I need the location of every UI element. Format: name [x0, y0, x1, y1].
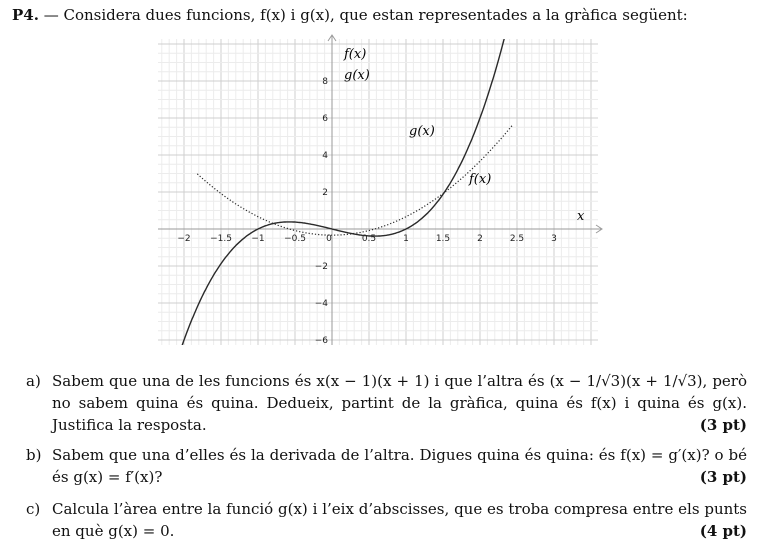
y-tick-label: 6 [322, 114, 328, 124]
y-tick-label: 8 [322, 77, 328, 87]
x-tick-label: 3 [551, 234, 557, 244]
curve-label-g: g(x) [409, 124, 435, 139]
question-b-body: Sabem que una d’elles és la derivada de l’altra. Digues quina és quina: és f(x) = g′(x)? o bé és g(x) = f′(x)? [52, 446, 747, 486]
question-a-points: (3 pt) [699, 416, 747, 434]
x-tick-label: 2 [477, 234, 483, 244]
legend-entry-f: f(x) [344, 47, 367, 62]
y-tick-label: −6 [314, 336, 328, 346]
y-tick-label: −4 [314, 299, 328, 309]
x-tick-label: −1.5 [210, 234, 232, 244]
question-a-body: Sabem que una de les funcions és x(x − 1)(x + 1) i que l’altra és (x − 1/√3)(x + 1/√3), però no sabem quina és quina. Dedueix, partint de la gràfica, quina és f(x) i quina és g(x). Justifica la resposta. [52, 372, 747, 434]
question-c-text [52, 498, 747, 542]
legend-entry-g: g(x) [344, 68, 370, 83]
curve-label-f: f(x) [469, 172, 492, 187]
graph-grid [158, 39, 598, 345]
question-a-label: a) [26, 372, 41, 390]
x-tick-label: −1 [251, 234, 265, 244]
problem-dash: — [43, 6, 59, 24]
question-b-text [52, 444, 747, 488]
x-axis-label: x [577, 209, 585, 224]
problem-statement: Considera dues funcions, f(x) i g(x), que estan representades a la gràfica següent: [63, 6, 688, 24]
x-tick-label: 0.5 [361, 234, 377, 244]
question-c-body: Calcula l’àrea entre la funció g(x) i l’eix d’abscisses, que es troba compresa entre els punts en què g(x) = 0. [52, 500, 747, 540]
x-tick-label: 0 [326, 234, 332, 244]
x-tick-label: 1 [403, 234, 409, 244]
problem-number: P4. [12, 6, 39, 24]
graph-tick-labels [177, 77, 557, 346]
question-a-text [52, 370, 747, 436]
x-tick-label: −2 [177, 234, 191, 244]
question-c-points: (4 pt) [699, 522, 747, 540]
x-tick-label: −0.5 [284, 234, 306, 244]
x-tick-label: 1.5 [435, 234, 451, 244]
y-tick-label: 4 [322, 151, 328, 161]
y-tick-label: 2 [322, 188, 328, 198]
question-b-label: b) [26, 446, 42, 464]
question-c-label: c) [26, 500, 41, 518]
x-tick-label: 2.5 [509, 234, 525, 244]
y-tick-label: −2 [314, 262, 328, 272]
question-b-points: (3 pt) [699, 468, 747, 486]
